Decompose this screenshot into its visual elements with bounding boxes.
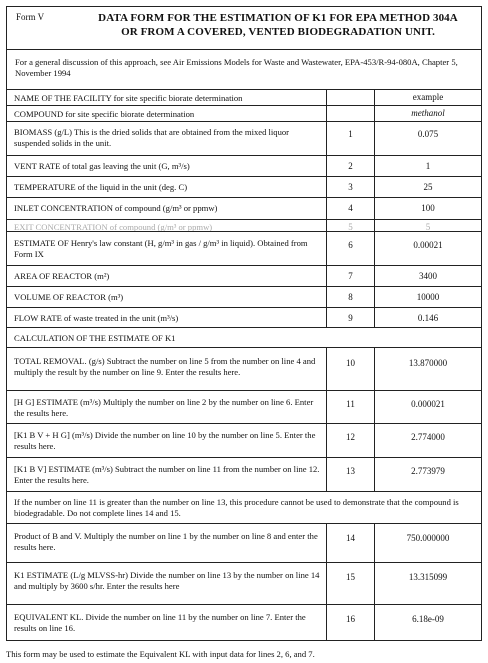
row-value: 3400 [419,271,437,281]
row-num: 9 [327,308,375,327]
row-value: 2.773979 [411,466,445,476]
row-num: 4 [327,198,375,219]
row-desc: [H G] ESTIMATE (m³/s) Multiply the number on line 2 by the number on line 6. Enter the results here. [7,391,327,423]
row-desc: [K1 B V] ESTIMATE (m³/s) Subtract the number on line 11 from the number on line 12. Enter the results here. [7,458,327,491]
row-desc: [K1 B V + H G] (m³/s) Divide the number on line 10 by the number on line 5. Enter the results here. [7,424,327,457]
row-num: 16 [327,605,375,640]
row-desc: Product of B and V. Multiply the number on line 1 by the number on line 8 and enter the results here. [7,524,327,562]
row-desc: If the number on line 11 is greater than the number on line 13, this procedure cannot be used to demonstrate that the compound is biodegradable. Do not complete lines 14 and 15. [14,497,459,518]
row-line-13 [7,458,481,492]
row-facility [7,90,481,106]
row-num: 11 [327,391,375,423]
row-num: 7 [327,266,375,286]
row-num: 12 [327,424,375,457]
row-num: 10 [327,348,375,390]
row-value: 1 [425,161,431,171]
row-value: 13.315099 [408,572,448,582]
row-line-9 [7,308,481,328]
row-value: 25 [423,182,433,192]
row-desc: BIOMASS (g/L) This is the dried solids that are obtained from the mixed liquor suspended solids in the unit. [7,122,327,155]
row-num: 6 [327,232,375,265]
row-desc: AREA OF REACTOR (m²) [7,266,327,286]
row-line-4 [7,198,481,220]
form-header [7,7,481,50]
row-line-11 [7,391,481,424]
row-value: 0.00021 [413,240,443,250]
row-num: 13 [327,458,375,491]
row-line-12 [7,424,481,458]
row-desc: FLOW RATE of waste treated in the unit (m³/s) [7,308,327,327]
row-desc: EQUIVALENT KL. Divide the number on line 11 by the number on line 7. Enter the results on line 16. [7,605,327,640]
row-value: 6.18e-09 [412,614,444,624]
row-num: 8 [327,287,375,307]
row-compound [7,106,481,122]
row-value: methanol [411,108,445,118]
row-desc: VENT RATE of total gas leaving the unit (G, m³/s) [7,156,327,176]
row-desc: INLET CONCENTRATION of compound (g/m³ or ppmw) [7,198,327,219]
row-desc: VOLUME OF REACTOR (m³) [7,287,327,307]
row-desc: K1 ESTIMATE (L/g MLVSS-hr) Divide the number on line 13 by the number on line 14 and multiply by 3600 s/hr. Enter the results here [7,563,327,604]
row-line-5 [7,220,481,232]
row-desc: TEMPERATURE of the liquid in the unit (deg. C) [7,177,327,197]
row-desc: EXIT CONCENTRATION of compound (g/m³ or ppmw) [7,220,327,231]
row-num: 15 [327,563,375,604]
row-value: 5 [425,222,431,232]
row-num: 2 [327,156,375,176]
row-num: 1 [327,122,375,155]
row-num [327,106,375,121]
form-title [79,11,477,39]
row-num: 3 [327,177,375,197]
intro-text: For a general discussion of this approach, see Air Emissions Models for Waste and Wastewater, EPA-453/R-94-080A, Chapter 5, November 1994 [7,50,481,90]
row-line-8 [7,287,481,308]
warning-note [7,492,481,524]
row-value: 13.870000 [408,358,448,368]
footer-note: This form may be used to estimate the Equivalent KL with input data for lines 2, 6, and 7. [6,649,315,659]
title-line-2: OR FROM A COVERED, VENTED BIODEGRADATION UNIT. [121,26,435,38]
row-line-3 [7,177,481,198]
row-desc: CALCULATION OF THE ESTIMATE OF K1 [14,333,176,343]
row-value: example [412,92,444,102]
data-form [6,6,482,641]
row-num [327,90,375,105]
row-value: 0.000021 [411,399,445,409]
row-value: 750.000000 [406,533,450,543]
calc-section-heading [7,328,481,348]
row-value: 0.075 [417,129,439,139]
form-label: Form V [16,12,45,22]
row-value: 100 [421,203,435,213]
row-line-16 [7,605,481,640]
row-line-15 [7,563,481,605]
row-line-1 [7,122,481,156]
row-desc: TOTAL REMOVAL. (g/s) Subtract the number on line 5 from the number on line 4 and multiply the result by the number on line 9. Enter the results here. [7,348,327,390]
row-desc: COMPOUND for site specific biorate determination [7,106,327,121]
row-value: 10000 [416,292,440,302]
row-value: 0.146 [417,313,439,323]
row-line-2 [7,156,481,177]
row-line-14 [7,524,481,563]
row-num: 5 [327,220,375,231]
row-num: 14 [327,524,375,562]
row-value: 2.774000 [411,432,445,442]
row-desc: NAME OF THE FACILITY for site specific biorate determination [7,90,327,105]
row-line-10 [7,348,481,391]
row-line-6 [7,232,481,266]
row-line-7 [7,266,481,287]
title-line-1: DATA FORM FOR THE ESTIMATION OF K1 FOR EPA METHOD 304A [98,12,458,24]
row-desc: ESTIMATE OF Henry's law constant (H, g/m³ in gas / g/m³ in liquid). Obtained from Form IX [7,232,327,265]
